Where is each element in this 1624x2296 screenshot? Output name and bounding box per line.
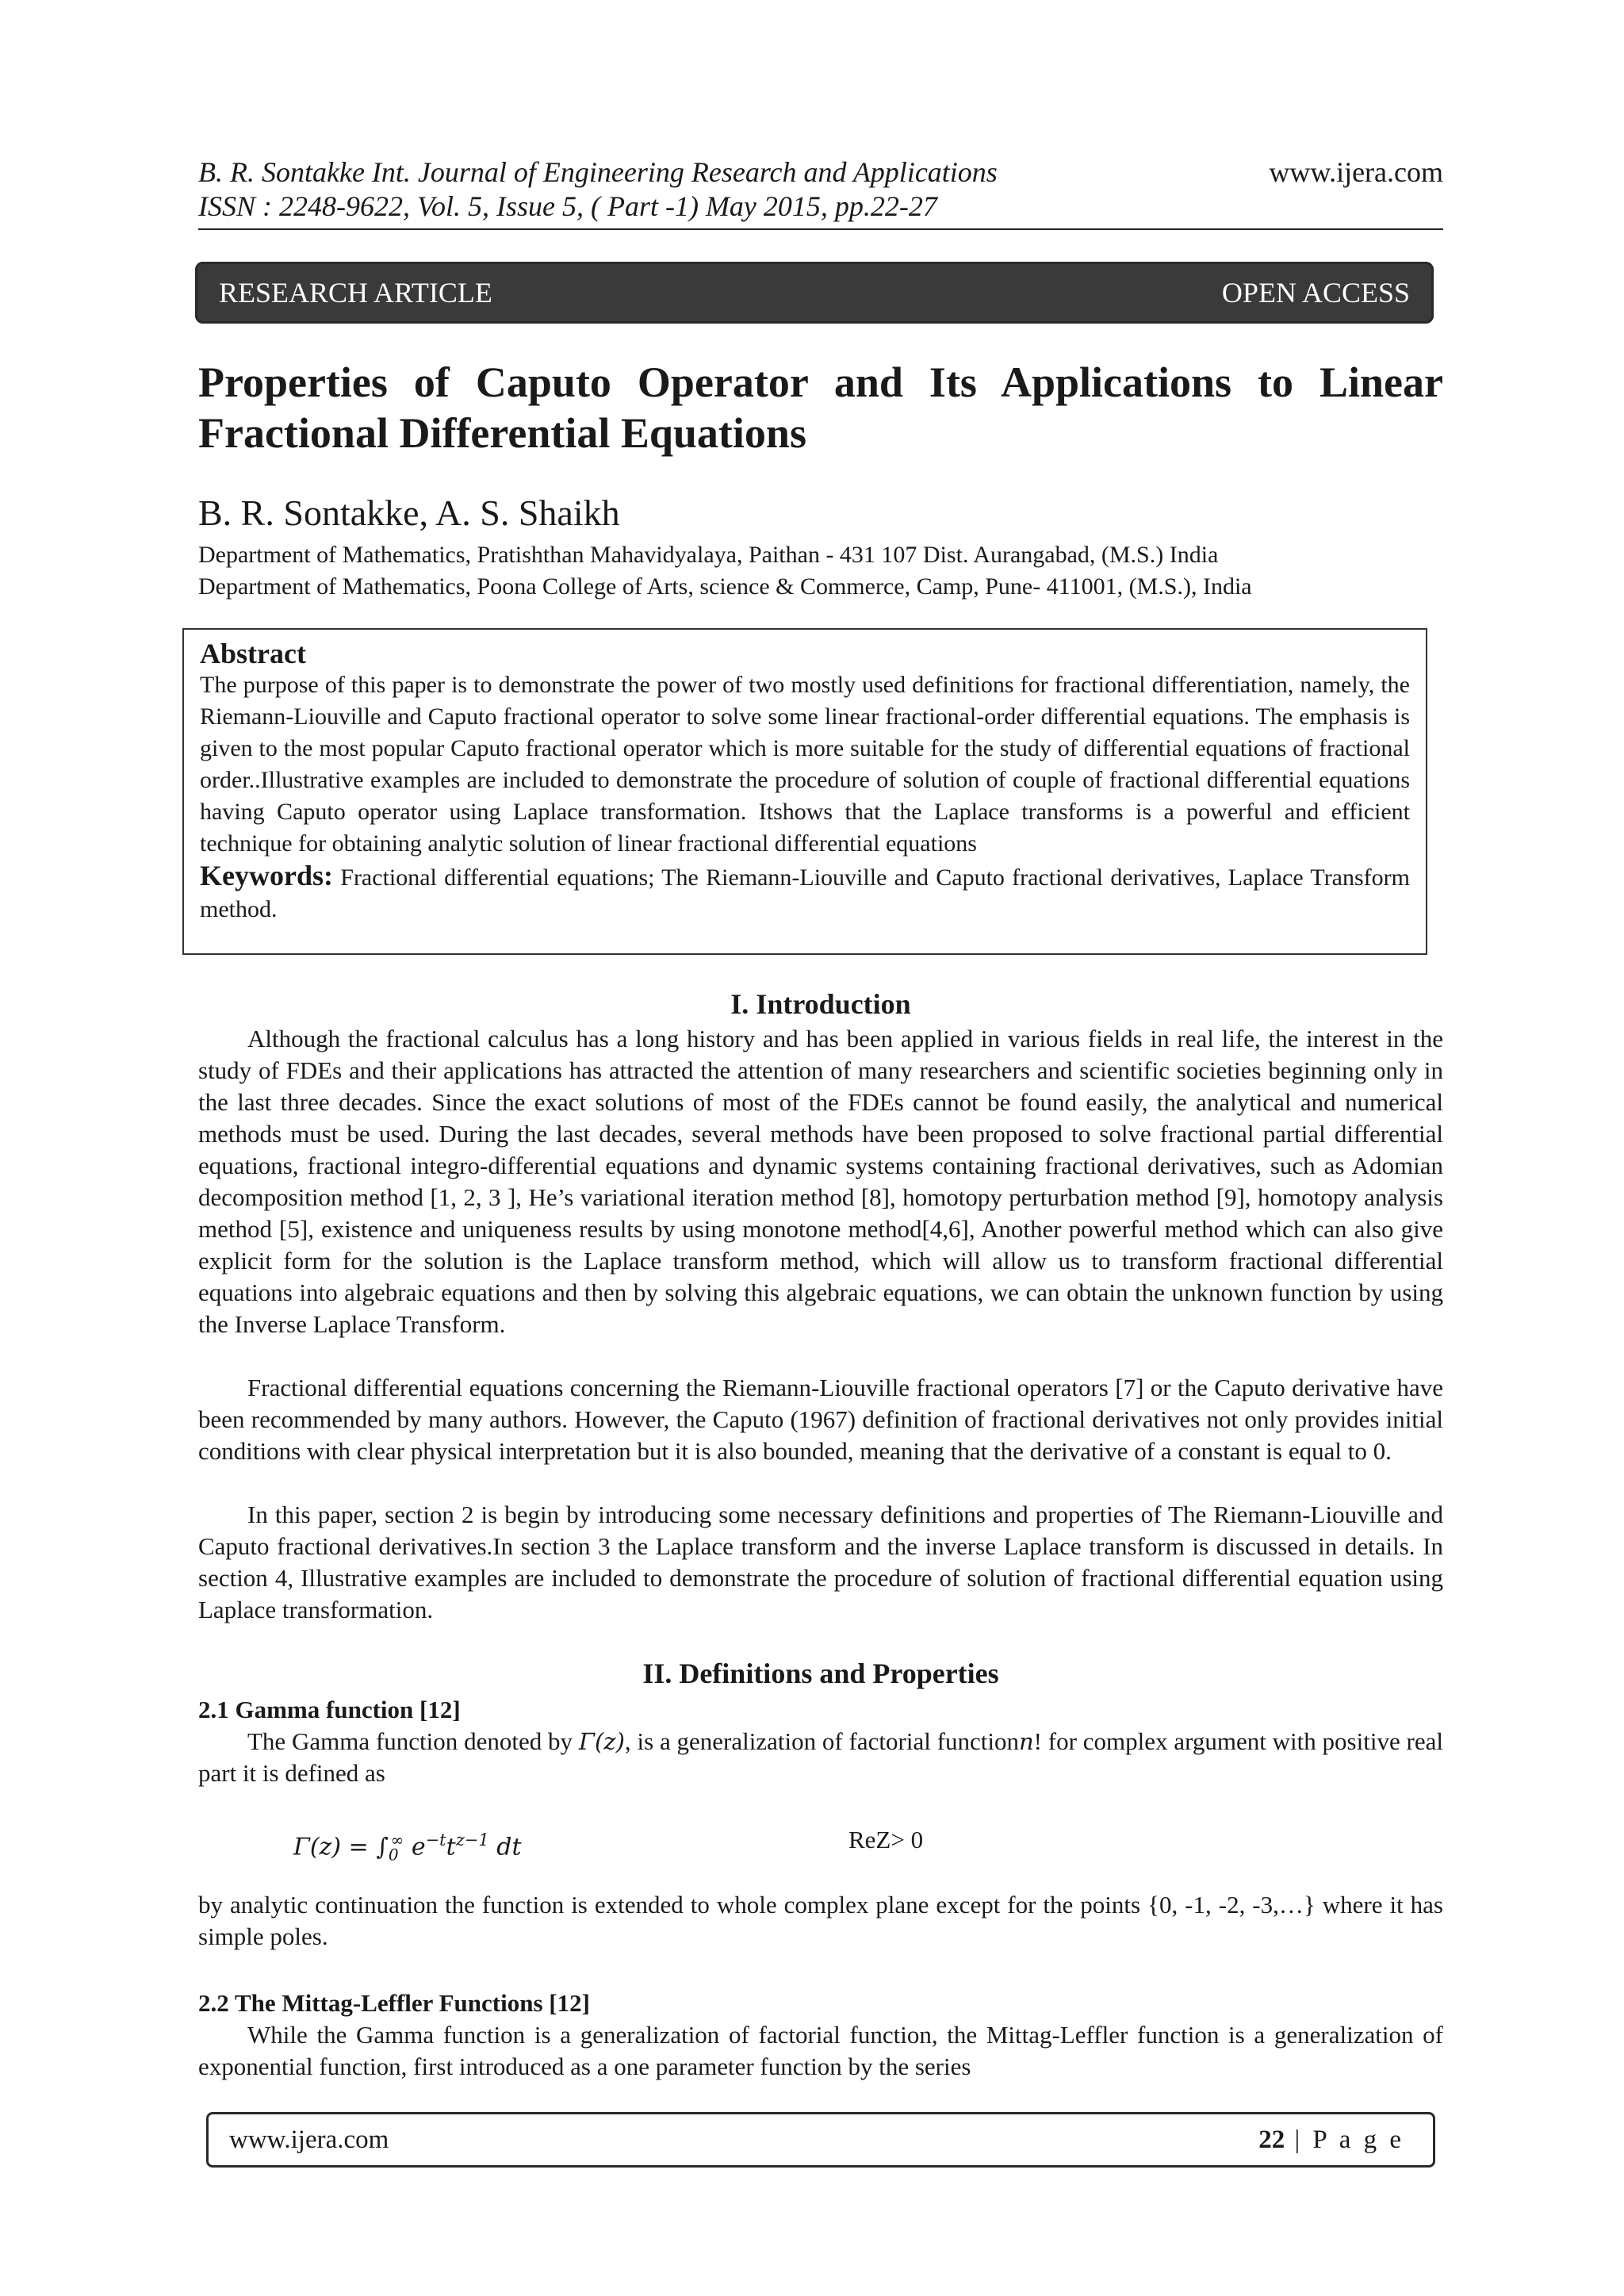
keywords-label: Keywords: — [200, 860, 333, 891]
page-footer — [206, 2112, 1435, 2168]
running-header — [198, 155, 1443, 224]
intro-paragraph-1: Although the fractional calculus has a long history and has been applied in various fields in real life, the interest in the study of FDEs and their applications has attracted the attention of many researchers and scientific societies beginning only in the last three decades. Since the exact solutions of most of the FDEs cannot be found easily, the analytical and numerical methods must be used. During the last decades, several methods have been proposed to solve fractional partial differential equations, fractional integro-differential equations and dynamic systems containing fractional derivatives, such as Adomian decomposition method [1, 2, 3 ], He’s variational iteration method [8], homotopy perturbation method [9], homotopy analysis method [5], existence and uniqueness results by using monotone method[4,6], Another powerful method which can also give explicit form for the solution is the Laplace transform method, which will allow us to transform fractional differential equations into algebraic equations and then by solving this algebraic equations, we can obtain the unknown function by using the Inverse Laplace Transform. — [198, 1025, 1443, 1338]
equation-e: e — [404, 1833, 426, 1861]
gamma-text-c: ! for complex argument with positive real part it is defined as — [198, 1727, 1443, 1787]
analytic-continuation-text: by analytic continuation the function is extended to whole complex plane except for the points {0, -1, -2, -3,…} where it has simple poles. — [198, 1891, 1443, 1950]
abstract-box — [182, 628, 1427, 955]
section-introduction-heading: I. Introduction — [730, 988, 911, 1020]
keywords-text: Fractional differential equations; The Riemann-Liouville and Caputo fractional derivatives, Laplace Transform method. — [200, 864, 1410, 922]
article-type: RESEARCH ARTICLE — [219, 277, 492, 309]
abstract-text: The purpose of this paper is to demonstrate the power of two mostly used definitions for fractional differentiation, namely, the Riemann-Liouville and Caputo fractional operator to solve some linear fractional-order differential equations. The emphasis is given to the most popular Caputo fractional operator which is more suitable for the study of differential equations of fractional order..Illustrative examples are included to demonstrate the procedure of solution of couple of fractional differential equations having Caputo operator using Laplace transformation. Itshows that the Laplace transforms is a powerful and efficient technique for obtaining analytic solution of linear fractional differential equations — [200, 672, 1410, 857]
keywords — [200, 860, 1410, 926]
author-list: B. R. Sontakke, A. S. Shaikh — [198, 493, 620, 533]
gamma-equation — [293, 1823, 924, 1872]
mittag-leffler-text: While the Gamma function is a generalization of factorial function, the Mittag-Leffler function is a generalization of exponential function, first introduced as a one parameter function by the series — [198, 2021, 1443, 2080]
section-definitions-heading: II. Definitions and Properties — [642, 1658, 999, 1689]
page-number-label — [1258, 2125, 1404, 2155]
integral-upper-limit: ∞ — [390, 1830, 404, 1849]
equation-t: t — [446, 1833, 456, 1861]
gamma-function-text — [198, 1726, 1443, 1789]
footer-website[interactable]: www.ijera.com — [229, 2125, 389, 2154]
journal-name: B. R. Sontakke Int. Journal of Engineering Research and Applications — [198, 156, 998, 188]
gamma-symbol: Γ(z) — [578, 1728, 625, 1755]
paper-title: Properties of Caputo Operator and Its Applications to Linear Fractional Differential Equations — [198, 358, 1443, 457]
header-divider — [198, 228, 1443, 230]
gamma-text-a: The Gamma function denoted by — [247, 1727, 579, 1755]
affiliation-2: Department of Mathematics, Poona College of Arts, science & Commerce, Camp, Pune- 411001, (M.S.), India — [198, 573, 1252, 600]
intro-paragraph-3: In this paper, section 2 is begin by introducing some necessary definitions and properties of The Riemann-Liouville and Caputo fractional derivatives.In section 3 the Laplace transform and the inverse Laplace transform is discussed in details. In section 4, Illustrative examples are included to demonstrate the procedure of solution of fractional differential equation using Laplace transformation. — [198, 1501, 1443, 1623]
equation-dt: dt — [488, 1833, 522, 1861]
gamma-function-heading: 2.1 Gamma function [12] — [198, 1696, 461, 1723]
intro-paragraph-2: Fractional differential equations concerning the Riemann-Liouville fractional operators [7] or the Caputo derivative have been recommended by many authors. However, the Caputo (1967) definition of fractional derivatives not only provides initial conditions with clear physical interpretation but it is also bounded, meaning that the derivative of a constant is equal to 0. — [198, 1374, 1443, 1465]
exponent-minus-t: −t — [425, 1830, 446, 1849]
mittag-leffler-heading: 2.2 The Mittag-Leffler Functions [12] — [198, 1989, 590, 2017]
page-number: 22 — [1258, 2125, 1285, 2154]
affiliation-1: Department of Mathematics, Pratishthan Mahavidyalaya, Paithan - 431 107 Dist. Aurangabad, (M.S.) India — [198, 542, 1219, 568]
open-access-label: OPEN ACCESS — [1221, 277, 1410, 309]
gamma-text-b: , is a generalization of factorial function — [624, 1727, 1019, 1755]
abstract-heading: Abstract — [200, 638, 306, 669]
equation-lhs: Γ(z) = ∫ — [293, 1833, 389, 1861]
journal-issn: ISSN : 2248-9622, Vol. 5, Issue 5, ( Part -1) May 2015, pp.22-27 — [198, 190, 937, 222]
n-symbol: n — [1018, 1728, 1034, 1755]
journal-website[interactable]: www.ijera.com — [1269, 156, 1443, 188]
equation-condition: ReZ> 0 — [848, 1826, 924, 1853]
integral-lower-limit: 0 — [388, 1845, 399, 1865]
page-word: | P a g e — [1285, 2125, 1404, 2154]
exponent-z-minus-1: z−1 — [455, 1830, 489, 1849]
article-type-bar — [195, 262, 1434, 324]
